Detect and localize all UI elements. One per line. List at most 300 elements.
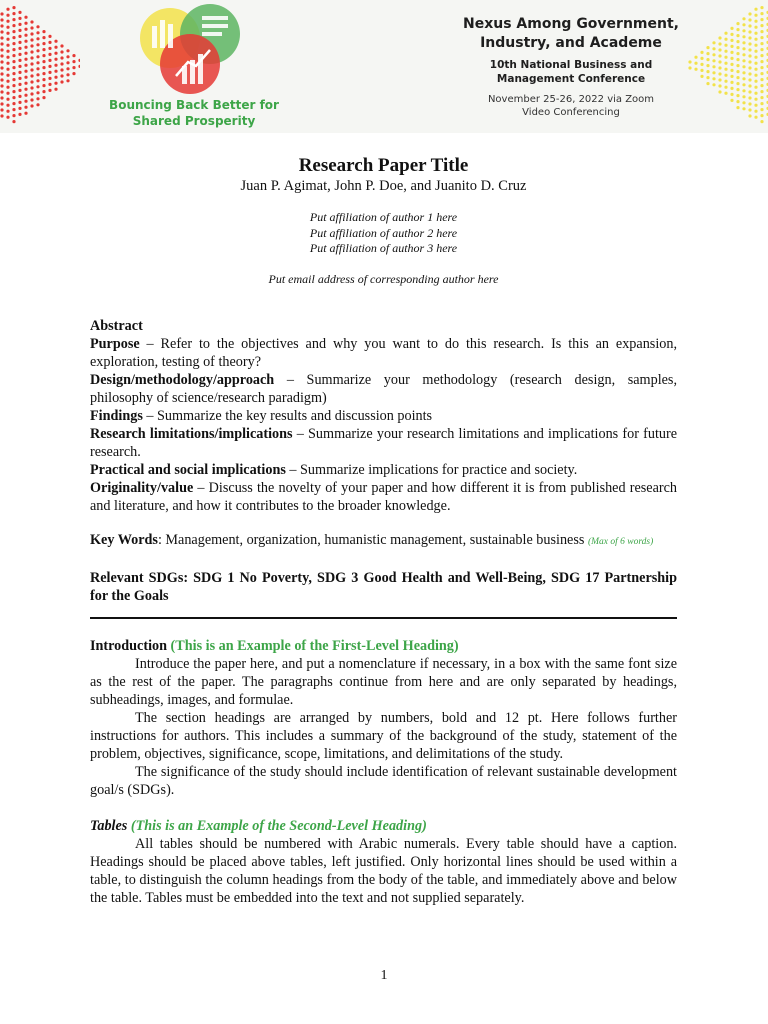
- decorative-dot: [730, 45, 733, 48]
- conference-date: [440, 93, 702, 119]
- decorative-dot: [48, 53, 51, 56]
- decorative-dot: [72, 60, 75, 63]
- decorative-dot: [18, 29, 21, 32]
- keywords-note: (Max of 6 words): [587, 536, 654, 547]
- decorative-dot: [706, 58, 709, 61]
- decorative-dot: [724, 74, 727, 77]
- decorative-dot: [754, 86, 757, 89]
- decorative-dot: [754, 32, 757, 35]
- decorative-dot: [730, 99, 733, 102]
- decorative-dot: [24, 46, 27, 49]
- tagline-line-2: Shared Prosperity: [132, 114, 256, 128]
- decorative-dot: [6, 68, 9, 71]
- decorative-dot: [48, 71, 51, 74]
- decorative-dot: [42, 60, 45, 63]
- decorative-dot: [0, 84, 3, 87]
- design-text: – Summarize your methodology (research design, samples, philosophy of science/research paradigm): [90, 371, 677, 406]
- decorative-dot: [30, 32, 33, 35]
- tables-paragraph: All tables should be numbered with Arabic numerals. Every table should have a caption. Headings should be placed above tables, left justified. Only horizontal lines should be used within a table, to distinguish the column headings from the body of the table, and immediately above and below the table. Tables must be embedded into the text and not supplied separately.: [90, 835, 677, 906]
- corresponding-email: Put email address of corresponding author here: [268, 271, 499, 286]
- decorative-dot: [760, 108, 763, 111]
- decorative-dot: [754, 92, 757, 95]
- decorative-dot: [12, 66, 15, 69]
- decorative-dot: [72, 72, 75, 75]
- decorative-dot: [742, 95, 745, 98]
- decorative-dot: [748, 72, 751, 75]
- decorative-dot: [724, 56, 727, 59]
- decorative-dot: [748, 54, 751, 57]
- findings-text: – Summarize the key results and discussion points: [142, 407, 433, 424]
- decorative-dot: [6, 26, 9, 29]
- originality-text: – Discuss the novelty of your paper and how different it is from published research and literature, and how it contributes to the broader knowledge.: [90, 479, 677, 514]
- decorative-dot: [18, 77, 21, 80]
- conference-tagline: [100, 97, 288, 129]
- decorative-dot: [42, 96, 45, 99]
- decorative-dot: [748, 48, 751, 51]
- decorative-dot: [748, 24, 751, 27]
- decorative-dot: [12, 84, 15, 87]
- relevant-sdgs: Relevant SDGs: SDG 1 No Poverty, SDG 3 Good Health and Well-Being, SDG 17 Partnership for the Goals: [90, 569, 677, 604]
- decorative-dot: [730, 57, 733, 60]
- decorative-dot: [742, 17, 745, 20]
- decorative-dot: [736, 40, 739, 43]
- decorative-dot: [0, 114, 3, 117]
- decorative-dot: [760, 114, 763, 117]
- decorative-dot: [48, 77, 51, 80]
- decorative-dot: [748, 42, 751, 45]
- conference-title-line-1: Nexus Among Government,: [463, 16, 679, 32]
- paper-body: [90, 154, 677, 907]
- abstract-limitations: [90, 425, 677, 461]
- introduction-paragraph-3: The significance of the study should include identification of relevant sustainable development goal/s (SDGs).: [90, 763, 677, 798]
- affiliation-3: Put affiliation of author 3 here: [309, 241, 458, 255]
- decorative-dot: [730, 27, 733, 30]
- decorative-dot: [30, 56, 33, 59]
- decorative-dot: [760, 18, 763, 21]
- decorative-dot: [718, 48, 721, 51]
- decorative-dot: [748, 30, 751, 33]
- decorative-dot: [36, 97, 39, 100]
- decorative-dot: [760, 42, 763, 45]
- decorative-dot: [48, 35, 51, 38]
- decorative-dot: [760, 36, 763, 39]
- decorative-dot: [30, 62, 33, 65]
- decorative-dot: [718, 72, 721, 75]
- decorative-dot: [730, 51, 733, 54]
- introduction-paragraph-2: The section headings are arranged by numbers, bold and 12 pt. Here follows further instructions for authors. This includes a summary of the background of the study, statement of the problem, objectives, significance, scope, limitations, and delimitations of the study.: [90, 709, 677, 762]
- decorative-dot: [24, 40, 27, 43]
- decorative-dot: [742, 35, 745, 38]
- affiliations: [90, 210, 677, 257]
- decorative-dot: [60, 80, 63, 83]
- decorative-dot: [754, 104, 757, 107]
- decorative-dot: [718, 66, 721, 69]
- decorative-dot: [54, 46, 57, 49]
- conference-date-line-2: Video Conferencing: [522, 107, 620, 118]
- decorative-dot: [736, 106, 739, 109]
- decorative-dot: [754, 44, 757, 47]
- abstract-heading: Abstract: [90, 317, 143, 334]
- decorative-dot: [6, 44, 9, 47]
- decorative-dot: [0, 78, 3, 81]
- decorative-dot: [736, 100, 739, 103]
- decorative-dot: [748, 18, 751, 21]
- decorative-dot: [748, 84, 751, 87]
- decorative-dot: [48, 89, 51, 92]
- decorative-dot: [66, 55, 69, 58]
- practical-label: Practical and social implications: [90, 461, 286, 478]
- decorative-dot: [54, 70, 57, 73]
- decorative-dot: [60, 62, 63, 65]
- decorative-dot: [12, 102, 15, 105]
- decorative-dot: [24, 34, 27, 37]
- decorative-dot: [760, 90, 763, 93]
- decorative-dot: [712, 47, 715, 50]
- decorative-dot: [36, 61, 39, 64]
- findings-label: Findings: [90, 407, 143, 424]
- decorative-dot: [724, 80, 727, 83]
- decorative-dot: [42, 42, 45, 45]
- decorative-dot: [48, 47, 51, 50]
- decorative-dot: [0, 96, 3, 99]
- decorative-dot: [724, 68, 727, 71]
- keywords: [90, 531, 677, 551]
- decorative-dot: [6, 98, 9, 101]
- decorative-dot: [36, 49, 39, 52]
- decorative-dot: [12, 108, 15, 111]
- decorative-dot: [30, 74, 33, 77]
- decorative-dot: [760, 54, 763, 57]
- decorative-dot: [66, 67, 69, 70]
- decorative-dot: [78, 65, 80, 68]
- decorative-dot: [30, 68, 33, 71]
- decorative-dot: [742, 53, 745, 56]
- decorative-dot: [706, 46, 709, 49]
- decorative-dot: [718, 54, 721, 57]
- decorative-dot: [24, 52, 27, 55]
- decorative-dot: [718, 90, 721, 93]
- decorative-dot: [724, 38, 727, 41]
- decorative-dot: [60, 50, 63, 53]
- decorative-dot: [36, 55, 39, 58]
- decorative-dot: [18, 71, 21, 74]
- decorative-dot: [30, 80, 33, 83]
- paper-title: Research Paper Title: [298, 155, 469, 176]
- decorative-dot: [760, 84, 763, 87]
- conference-logo: [130, 2, 250, 94]
- abstract-practical: [90, 461, 677, 479]
- decorative-dot: [724, 86, 727, 89]
- decorative-dot: [18, 107, 21, 110]
- decorative-dot: [730, 63, 733, 66]
- decorative-dot: [48, 59, 51, 62]
- decorative-dot: [736, 46, 739, 49]
- decorative-dot: [754, 8, 757, 11]
- decorative-dot: [6, 8, 9, 11]
- decorative-dot: [36, 103, 39, 106]
- decorative-dot: [18, 95, 21, 98]
- decorative-dot: [42, 54, 45, 57]
- decorative-dot: [0, 60, 3, 63]
- decorative-dot: [760, 6, 763, 9]
- decorative-dot: [754, 98, 757, 101]
- decorative-dot: [36, 43, 39, 46]
- decorative-dot: [36, 79, 39, 82]
- decorative-dot: [66, 73, 69, 76]
- decorative-dot: [6, 56, 9, 59]
- decorative-dot: [6, 86, 9, 89]
- decorative-dot: [754, 14, 757, 17]
- decorative-dot: [24, 88, 27, 91]
- tables-note: (This is an Example of the Second-Level Heading): [130, 817, 427, 834]
- decorative-dot: [730, 81, 733, 84]
- decorative-dot: [706, 76, 709, 79]
- decorative-dot: [730, 33, 733, 36]
- abstract: [90, 317, 677, 515]
- decorative-dot: [42, 30, 45, 33]
- decorative-dot: [736, 82, 739, 85]
- decorative-dot: [24, 100, 27, 103]
- decorative-dot: [736, 94, 739, 97]
- decorative-dot: [24, 76, 27, 79]
- decorative-dot: [748, 90, 751, 93]
- decorative-dot: [6, 14, 9, 17]
- conference-title-line-2: Industry, and Academe: [480, 35, 662, 51]
- decorative-dot: [760, 102, 763, 105]
- decorative-dot: [18, 65, 21, 68]
- decorative-dot: [742, 77, 745, 80]
- decorative-dot: [0, 72, 3, 75]
- decorative-dot: [748, 96, 751, 99]
- introduction-note: (This is an Example of the First-Level Heading): [170, 637, 459, 654]
- decorative-dot: [12, 18, 15, 21]
- decorative-dot: [730, 87, 733, 90]
- conference-date-line-1: November 25-26, 2022 via Zoom: [487, 94, 655, 105]
- introduction-paragraph-1: Introduce the paper here, and put a nomenclature if necessary, in a box with the same font size as the rest of the paper. The paragraphs continue from here and are only separated by headings, subheadings, images, and formulae.: [90, 655, 677, 708]
- decorative-dot: [0, 48, 3, 51]
- decorative-dot: [760, 66, 763, 69]
- decorative-dot: [754, 62, 757, 65]
- decorative-dot: [42, 66, 45, 69]
- decorative-dot: [754, 26, 757, 29]
- decorative-dot: [706, 82, 709, 85]
- practical-text: – Summarize implications for practice and society.: [285, 461, 578, 478]
- decorative-dot: [6, 104, 9, 107]
- decorative-dot: [24, 82, 27, 85]
- decorative-dot: [18, 89, 21, 92]
- decorative-dot: [24, 70, 27, 73]
- decorative-dot: [742, 29, 745, 32]
- conference-banner: [0, 0, 768, 133]
- decorative-dot: [30, 86, 33, 89]
- decorative-dot: [48, 65, 51, 68]
- decorative-dot: [24, 22, 27, 25]
- decorative-dot: [0, 42, 3, 45]
- decorative-dot: [754, 80, 757, 83]
- decorative-dot: [6, 38, 9, 41]
- decorative-dot: [736, 70, 739, 73]
- conference-info: [440, 15, 702, 119]
- decorative-dot: [0, 18, 3, 21]
- decorative-dot: [36, 91, 39, 94]
- decorative-dot: [54, 40, 57, 43]
- decorative-dot: [6, 20, 9, 23]
- decorative-dot: [12, 114, 15, 117]
- decorative-dot: [24, 58, 27, 61]
- paper-authors: Juan P. Agimat, John P. Doe, and Juanito D. Cruz: [240, 178, 527, 194]
- decorative-dot: [30, 20, 33, 23]
- decorative-dot: [754, 74, 757, 77]
- decorative-dot: [78, 59, 80, 62]
- decorative-dot: [736, 34, 739, 37]
- decorative-dot: [730, 93, 733, 96]
- decorative-dot: [748, 78, 751, 81]
- decorative-dot: [754, 50, 757, 53]
- decorative-dot: [18, 101, 21, 104]
- decorative-dot: [72, 66, 75, 69]
- decorative-dot: [754, 56, 757, 59]
- decorative-dot: [754, 68, 757, 71]
- decorative-dot: [742, 59, 745, 62]
- decorative-dot: [712, 41, 715, 44]
- decorative-dot: [12, 120, 15, 123]
- decorative-dot: [24, 28, 27, 31]
- decorative-dot: [718, 60, 721, 63]
- decorative-dot: [24, 112, 27, 115]
- decorative-dot: [30, 98, 33, 101]
- red-dot-diamond: [0, 0, 80, 133]
- decorative-dot: [0, 36, 3, 39]
- decorative-dot: [754, 20, 757, 23]
- decorative-dot: [742, 23, 745, 26]
- decorative-dot: [742, 83, 745, 86]
- decorative-dot: [42, 84, 45, 87]
- decorative-dot: [736, 52, 739, 55]
- decorative-dot: [712, 59, 715, 62]
- decorative-dot: [712, 71, 715, 74]
- decorative-dot: [736, 88, 739, 91]
- abstract-design: [90, 371, 677, 407]
- limitations-label: Research limitations/implications: [90, 425, 293, 442]
- tagline-line-1: Bouncing Back Better for: [109, 98, 279, 112]
- decorative-dot: [60, 56, 63, 59]
- decorative-dot: [36, 67, 39, 70]
- decorative-dot: [30, 26, 33, 29]
- decorative-dot: [742, 65, 745, 68]
- decorative-dot: [724, 44, 727, 47]
- decorative-dot: [54, 88, 57, 91]
- decorative-dot: [66, 79, 69, 82]
- decorative-dot: [748, 36, 751, 39]
- decorative-dot: [748, 66, 751, 69]
- decorative-dot: [724, 62, 727, 65]
- decorative-dot: [742, 89, 745, 92]
- decorative-dot: [748, 12, 751, 15]
- decorative-dot: [742, 41, 745, 44]
- decorative-dot: [754, 116, 757, 119]
- decorative-dot: [0, 66, 3, 69]
- decorative-dot: [748, 102, 751, 105]
- decorative-dot: [54, 52, 57, 55]
- decorative-dot: [712, 65, 715, 68]
- decorative-dot: [36, 31, 39, 34]
- page-number: 1: [380, 968, 388, 983]
- decorative-dot: [730, 39, 733, 42]
- decorative-dot: [736, 58, 739, 61]
- decorative-dot: [754, 38, 757, 41]
- decorative-dot: [0, 30, 3, 33]
- decorative-dot: [18, 113, 21, 116]
- decorative-dot: [66, 49, 69, 52]
- decorative-dot: [36, 25, 39, 28]
- decorative-dot: [72, 54, 75, 57]
- decorative-dot: [760, 60, 763, 63]
- affiliation-1: Put affiliation of author 1 here: [309, 210, 458, 224]
- decorative-dot: [760, 24, 763, 27]
- decorative-dot: [60, 68, 63, 71]
- decorative-dot: [42, 72, 45, 75]
- decorative-dot: [12, 54, 15, 57]
- decorative-dot: [30, 38, 33, 41]
- decorative-dot: [12, 30, 15, 33]
- decorative-dot: [18, 41, 21, 44]
- decorative-dot: [742, 71, 745, 74]
- decorative-dot: [718, 84, 721, 87]
- decorative-dot: [42, 90, 45, 93]
- decorative-dot: [718, 78, 721, 81]
- decorative-dot: [24, 94, 27, 97]
- decorative-dot: [6, 116, 9, 119]
- decorative-dot: [712, 83, 715, 86]
- decorative-dot: [36, 85, 39, 88]
- decorative-dot: [12, 96, 15, 99]
- decorative-dot: [730, 75, 733, 78]
- decorative-dot: [706, 52, 709, 55]
- decorative-dot: [30, 50, 33, 53]
- decorative-dot: [60, 74, 63, 77]
- decorative-dot: [18, 17, 21, 20]
- decorative-dot: [42, 36, 45, 39]
- decorative-dot: [712, 77, 715, 80]
- decorative-dot: [18, 47, 21, 50]
- decorative-dot: [12, 72, 15, 75]
- tables-title: Tables: [90, 817, 128, 834]
- decorative-dot: [54, 82, 57, 85]
- decorative-dot: [718, 42, 721, 45]
- decorative-dot: [18, 11, 21, 14]
- decorative-dot: [718, 36, 721, 39]
- decorative-dot: [742, 101, 745, 104]
- decorative-dot: [12, 60, 15, 63]
- decorative-dot: [0, 108, 3, 111]
- decorative-dot: [12, 24, 15, 27]
- decorative-dot: [48, 41, 51, 44]
- decorative-dot: [706, 64, 709, 67]
- decorative-dot: [748, 60, 751, 63]
- decorative-dot: [18, 83, 21, 86]
- decorative-dot: [18, 59, 21, 62]
- decorative-dot: [760, 78, 763, 81]
- keywords-label: Key Words: [90, 531, 158, 548]
- decorative-dot: [712, 53, 715, 56]
- abstract-findings: [90, 407, 677, 425]
- decorative-dot: [730, 69, 733, 72]
- conference-subtitle-line-2: Management Conference: [496, 73, 646, 85]
- conference-subtitle: [440, 58, 702, 86]
- decorative-dot: [12, 48, 15, 51]
- decorative-dot: [754, 110, 757, 113]
- decorative-dot: [0, 54, 3, 57]
